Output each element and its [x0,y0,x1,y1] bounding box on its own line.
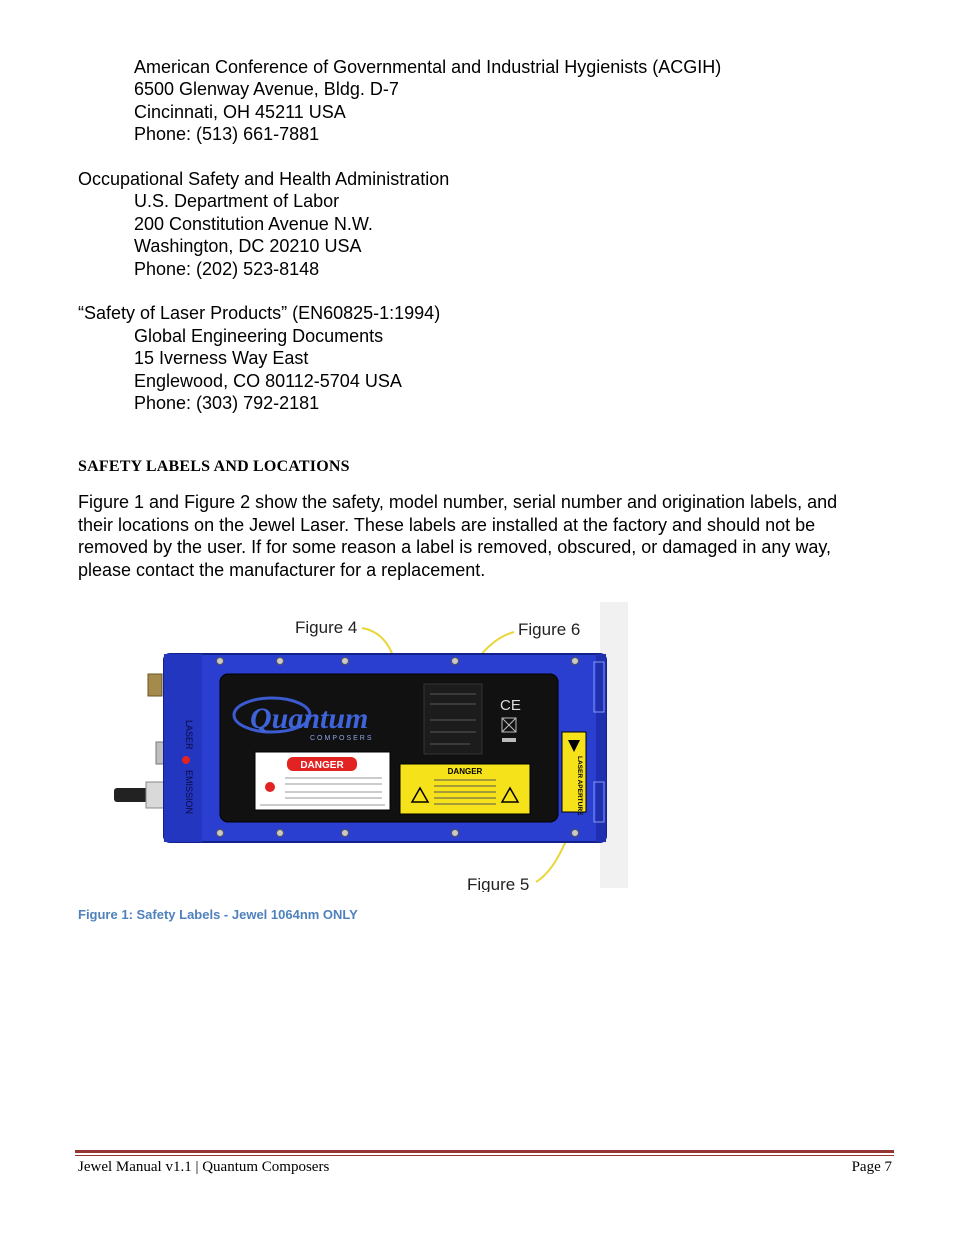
logo-sub: COMPOSERS [310,735,374,742]
footer-title: Jewel Manual v1.1 | Quantum Composers [78,1159,330,1175]
address-line: Englewood, CO 80112-5704 USA [134,371,402,391]
address-line: Phone: (303) 792-2181 [134,393,320,413]
laser-diagram [100,602,630,892]
callout-figure-5: Figure 5 [467,875,530,892]
footer-rule-thin [75,1155,894,1156]
address-line: Cincinnati, OH 45211 USA [134,102,346,122]
address-line: American Conference of Governmental and Industrial Hygienists (ACGIH) [134,57,722,77]
screw-icon [452,658,459,665]
callout-figure-6: Figure 6 [518,620,581,639]
address-line: Washington, DC 20210 USA [134,236,362,256]
emission-led-icon [182,756,190,764]
laser-burst-icon [265,782,275,792]
section-heading: SAFETY LABELS AND LOCATIONS [78,458,350,475]
screw-icon [342,658,349,665]
danger-text-left: DANGER [300,760,344,771]
address-title: Occupational Safety and Health Administration [78,169,450,189]
screw-icon [342,830,349,837]
address-line: Global Engineering Documents [134,326,384,346]
screw-icon [217,830,224,837]
section-paragraph: Figure 1 and Figure 2 show the safety, model number, serial number and origination labels, and their locations on the Jewel Laser. These labels are installed at the factory and should not be removed by the user. If for some reason a label is removed, obscured, or damaged in any way, please contact the manufacturer for a replacement. [78,492,838,580]
aperture-text: LASER APERTURE [576,756,583,816]
logo-word: Quantum [250,702,369,735]
screw-icon [277,658,284,665]
side-text-emission: EMISSION [184,770,194,815]
connector-top [148,674,162,696]
address-title: “Safety of Laser Products” (EN60825-1:1994) [78,303,441,323]
screw-icon [217,658,224,665]
screw-icon [452,830,459,837]
side-text-laser: LASER [184,720,194,750]
address-line: U.S. Department of Labor [134,191,340,211]
weee-bar-icon [502,738,516,742]
address-line: 15 Iverness Way East [134,348,309,368]
address-line: 200 Constitution Avenue N.W. [134,214,373,234]
footer-rule [75,1150,894,1153]
laser-side-panel [164,654,202,842]
screw-icon [277,830,284,837]
page-number: Page 7 [851,1159,892,1175]
callout-figure-4: Figure 4 [295,618,358,637]
address-line: Phone: (513) 661-7881 [134,124,320,144]
screw-icon [572,658,579,665]
address-line: Phone: (202) 523-8148 [134,259,320,279]
danger-text-right: DANGER [447,767,483,776]
figure-caption: Figure 1: Safety Labels - Jewel 1064nm ONLY [78,907,358,922]
screw-icon [572,830,579,837]
address-line: 6500 Glenway Avenue, Bldg. D-7 [134,79,399,99]
cable-plug [114,788,148,802]
ce-mark: CE [500,697,521,714]
laser-figure [100,602,630,892]
